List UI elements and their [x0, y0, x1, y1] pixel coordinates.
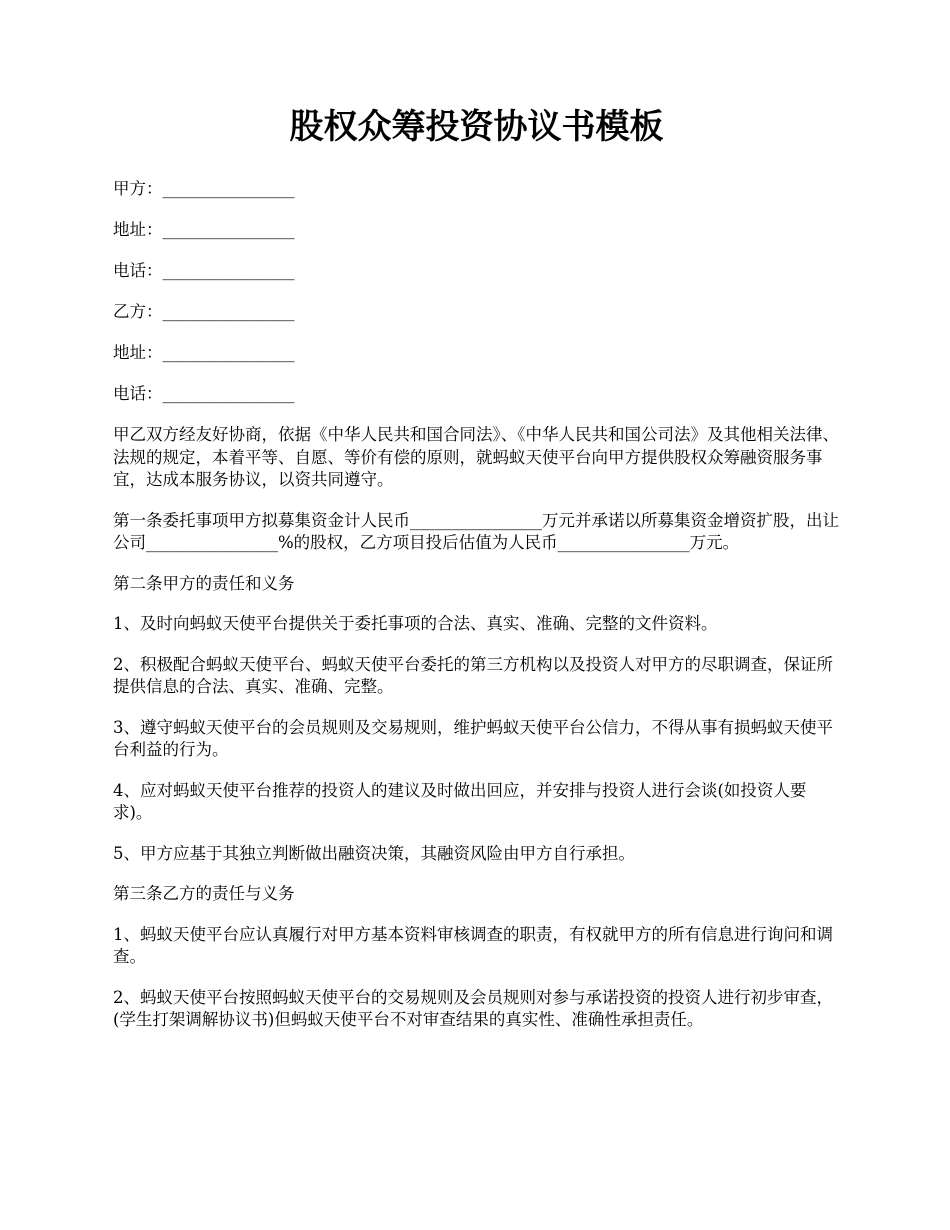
article-3-heading: 第三条乙方的责任与义务: [113, 884, 295, 903]
document-page: [113, 107, 840, 1050]
party-b-address-field: 地址：________________: [113, 343, 295, 362]
article-3-item-1: 1、蚂蚁天使平台应认真履行对甲方基本资料审核调查的职责，有权就甲方的所有信息进行询问和调查。: [113, 924, 833, 966]
article-1-paragraph: 第一条委托事项甲方拟募集资金计人民币________________万元并承诺以所募集资金增资扩股，出让公司________________%的股权，乙方项目投后估值为人民币________________万元。: [113, 510, 839, 552]
preamble-paragraph: 甲乙双方经友好协商，依据《中华人民共和国合同法》、《中华人民共和国公司法》及其他相关法律、法规的规定，本着平等、自愿、等价有偿的原则，就蚂蚁天使平台向甲方提供股权众筹融资服务事宜，达成本服务协议，以资共同遵守。: [113, 425, 839, 489]
party-b-phone-field: 电话：________________: [113, 384, 295, 403]
article-2-item-5: 5、甲方应基于其独立判断做出融资决策，其融资风险由甲方自行承担。: [113, 843, 635, 863]
article-2-item-4: 4、应对蚂蚁天使平台推荐的投资人的建议及时做出回应，并安排与投资人进行会谈(如投资人要求)。: [113, 780, 807, 822]
document-title: 股权众筹投资协议书模板: [289, 107, 664, 147]
party-a-name-field: 甲方：________________: [113, 179, 295, 198]
article-2-item-1: 1、及时向蚂蚁天使平台提供关于委托事项的合法、真实、准确、完整的文件资料。: [113, 614, 718, 633]
article-3-item-2: 2、蚂蚁天使平台按照蚂蚁天使平台的交易规则及会员规则对参与承诺投资的投资人进行初步审查，(学生打架调解协议书)但蚂蚁天使平台不对审查结果的真实性、准确性承担责任。: [113, 987, 833, 1029]
party-b-name-field: 乙方：________________: [113, 302, 295, 321]
agreement-body: [113, 424, 840, 1032]
article-2-item-3: 3、遵守蚂蚁天使平台的会员规则及交易规则，维护蚂蚁天使平台公信力，不得从事有损蚂蚁天使平台利益的行为。: [113, 717, 833, 759]
party-a-phone-field: 电话：________________: [113, 261, 295, 280]
party-a-address-field: 地址：________________: [113, 220, 295, 239]
article-2-item-2: 2、积极配合蚂蚁天使平台、蚂蚁天使平台委托的第三方机构以及投资人对甲方的尽职调查，保证所提供信息的合法、真实、准确、完整。: [113, 654, 833, 696]
party-info-block: [113, 178, 840, 405]
article-2-heading: 第二条甲方的责任和义务: [113, 573, 295, 593]
